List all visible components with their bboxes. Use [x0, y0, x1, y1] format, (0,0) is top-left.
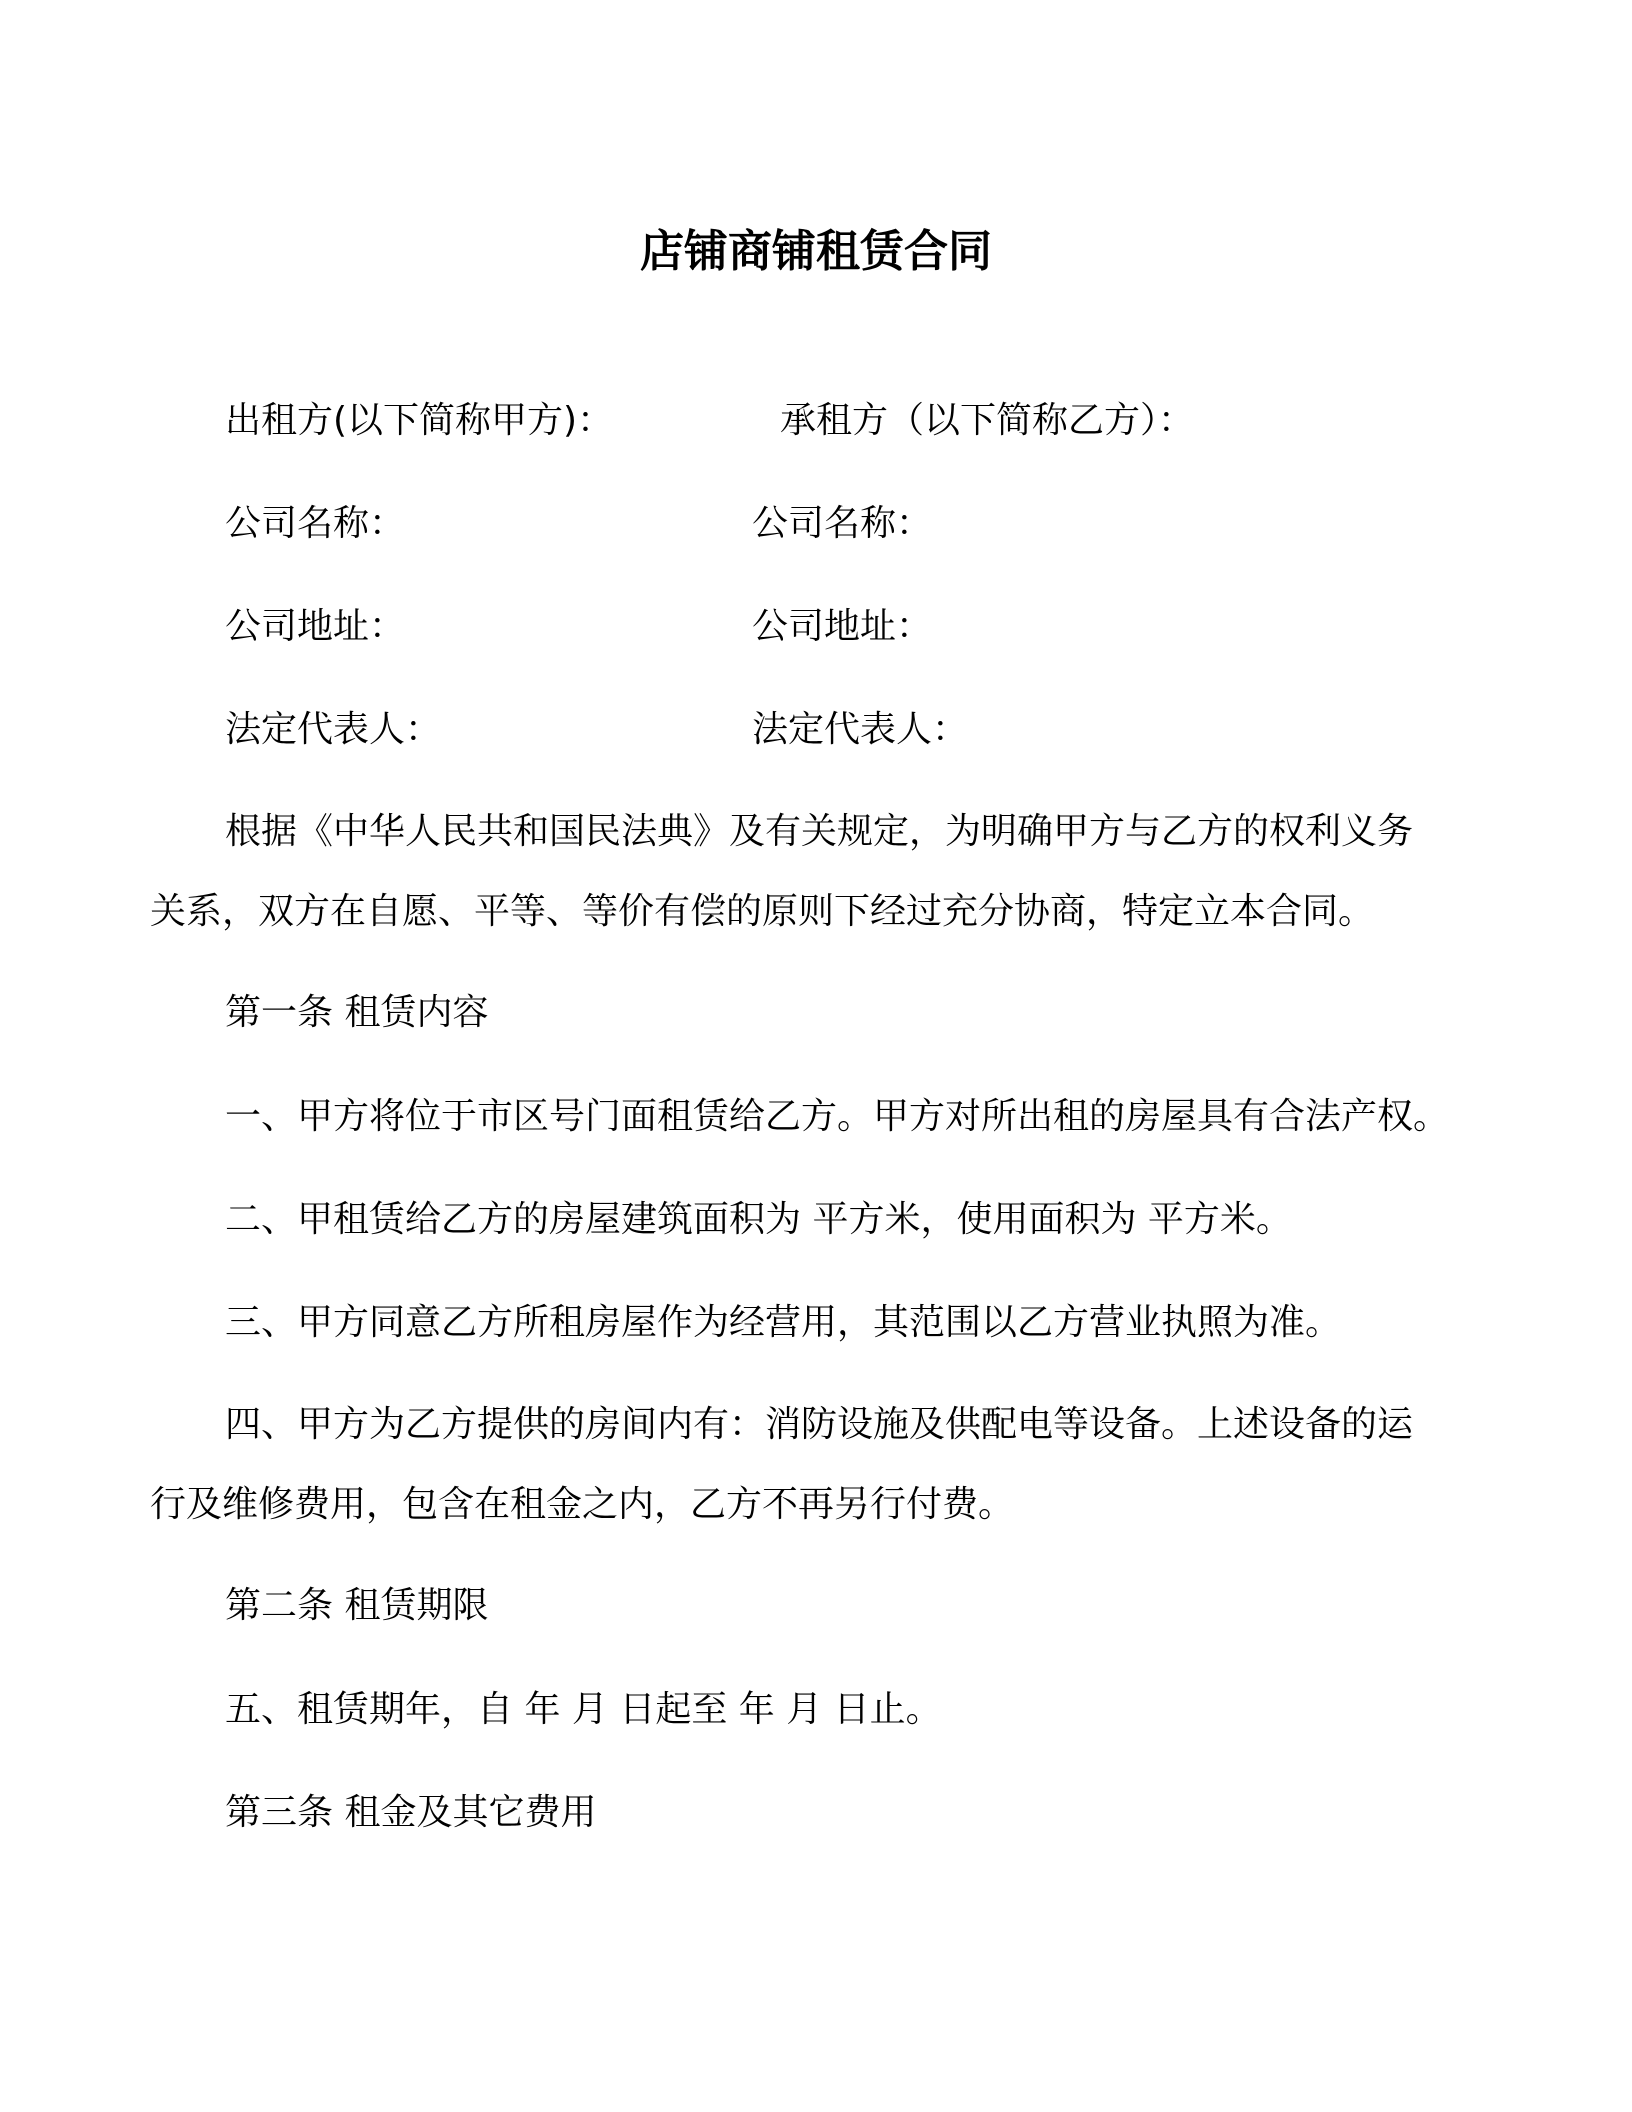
clause-4-line-1: 四、甲方为乙方提供的房间内有：消防设施及供配电等设备。上述设备的运 [225, 1404, 1414, 1445]
lessee-legal-rep-label: 法定代表人： [752, 709, 969, 750]
clause-1: 一、甲方将位于市区号门面租赁给乙方。甲方对所出租的房屋具有合法产权。 [225, 1096, 1450, 1137]
article-3-heading: 第三条 租金及其它费用 [225, 1792, 597, 1833]
lessor-company-address-label: 公司地址： [225, 606, 406, 647]
preamble-line-2: 关系，双方在自愿、平等、等价有偿的原则下经过充分协商，特定立本合同。 [150, 891, 1375, 932]
lessor-company-name-label: 公司名称： [225, 503, 406, 544]
lessee-company-address-label: 公司地址： [752, 606, 933, 647]
clause-3: 三、甲方同意乙方所租房屋作为经营用，其范围以乙方营业执照为准。 [225, 1302, 1342, 1343]
preamble-line-1: 根据《中华人民共和国民法典》及有关规定，为明确甲方与乙方的权利义务 [225, 811, 1414, 852]
lessee-label: 承租方（以下简称乙方）： [780, 400, 1195, 441]
lessor-label: 出租方(以下简称甲方)： [225, 400, 614, 441]
document-title: 店铺商铺租赁合同 [640, 226, 992, 277]
clause-4-line-2: 行及维修费用，包含在租金之内，乙方不再另行付费。 [150, 1484, 1015, 1525]
lessor-legal-rep-label: 法定代表人： [225, 709, 442, 750]
article-2-heading: 第二条 租赁期限 [225, 1585, 489, 1626]
clause-2: 二、甲租赁给乙方的房屋建筑面积为 平方米，使用面积为 平方米。 [225, 1199, 1292, 1240]
lessee-company-name-label: 公司名称： [752, 503, 933, 544]
clause-5: 五、租赁期年，自 年 月 日起至 年 月 日止。 [225, 1689, 942, 1730]
article-1-heading: 第一条 租赁内容 [225, 992, 489, 1033]
